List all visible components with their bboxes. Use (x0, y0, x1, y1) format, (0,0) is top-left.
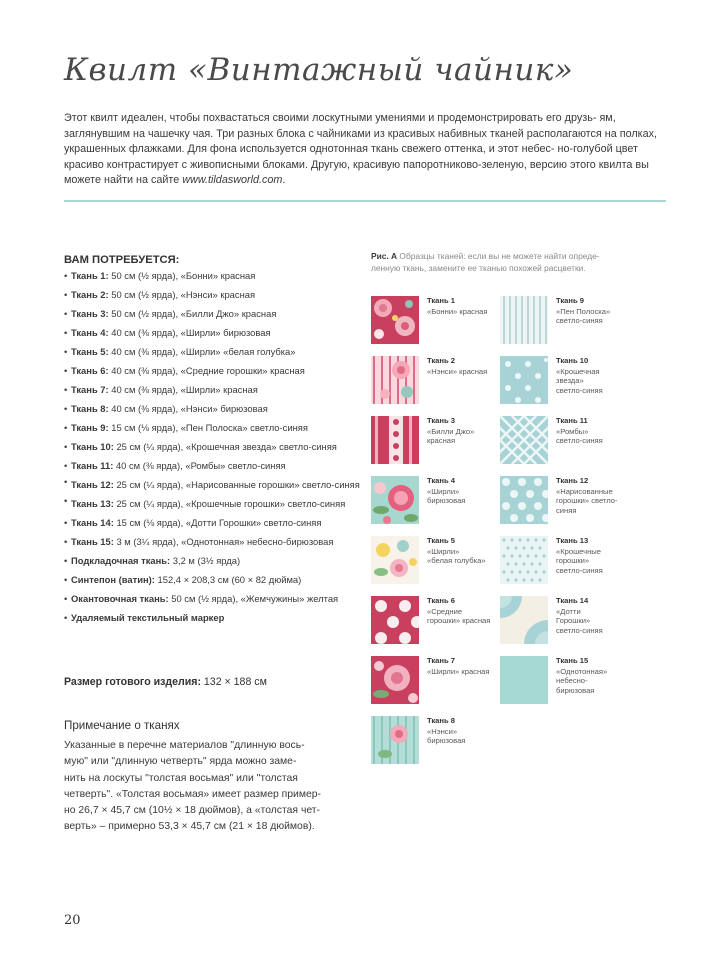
fabric-swatch-1 (371, 296, 419, 344)
fabric-swatch-7 (371, 656, 419, 704)
fabric-label-10: Ткань 10 «Крошечная звезда» светло-синяя (556, 356, 603, 395)
materials-list (64, 266, 364, 627)
fabric-swatch-6 (371, 596, 419, 644)
note-text: Указанные в перечне материалов "длинную вось- мую" или "длинную четверть" ярда можно заме- нить на лоскуты "толстая восьмая" или "толстая четверть". «Толстая восьмая» имеет размер пример- но 26,7 × 45,7 см (10½ × 18 дюймов), а «толстая чет- верть» – примерно 53,3 × 45,7 см (21 × 18 дюймов). (64, 740, 322, 833)
fabric-label-13: Ткань 13 «Крошечные горошки» светло-синяя (556, 536, 603, 575)
intro-end: . (282, 174, 286, 187)
material-item: • Ткань 5: 40 см (⅜ ярда), «Ширли» «белая голубка» (64, 342, 364, 361)
fabric-swatch-2 (371, 356, 419, 404)
page-title: Квилт «Винтажный чайник» (64, 52, 574, 88)
fabric-label-11: Ткань 11 «Ромбы» светло-синяя (556, 416, 603, 445)
fabric-swatch-5 (371, 536, 419, 584)
material-item: • Ткань 2: 50 см (½ ярда), «Нэнси» красная (64, 285, 364, 304)
material-item: • Ткань 8: 40 см (⅜ ярда), «Нэнси» бирюзовая (64, 399, 364, 418)
fabric-swatch-11 (500, 416, 548, 464)
fabric-label-8: Ткань 8 «Нэнси» бирюзовая (427, 716, 466, 745)
material-item: • Подкладочная ткань: 3,2 м (3½ ярда) (64, 551, 364, 570)
fabric-swatch-9 (500, 296, 548, 344)
fabric-label-1: Ткань 1 «Бонни» красная (427, 296, 488, 316)
note-title: Примечание о тканях (64, 719, 180, 732)
page-number: 20 (64, 913, 81, 928)
intro-line: ям, заглянувшим на чашечку чая. Три разных блока с чайниками из красивых набивных тканей располагаются (64, 112, 616, 140)
fabric-swatch-13 (500, 536, 548, 584)
fabric-label-4: Ткань 4 «Ширли» бирюзовая (427, 476, 466, 505)
material-item: • Ткань 4: 40 см (⅜ ярда), «Ширли» бирюзовая (64, 323, 364, 342)
intro-line: но-голубой цвет красиво контрастирует с живописными блоками. Другую, красивую папоротниково-зеленую, (64, 143, 638, 171)
material-item: • Ткань 15: 3 м (3¼ ярда), «Однотонная» небесно-бирюзовая (64, 532, 364, 551)
fabric-label-9: Ткань 9 «Пен Полоска» светло-синяя (556, 296, 611, 325)
fabric-swatch-10 (500, 356, 548, 404)
material-item: • Удаляемый текстильный маркер (64, 608, 364, 627)
fabric-label-5: Ткань 5 «Ширли» «белая голубка» (427, 536, 486, 565)
material-item: • Ткань 6: 40 см (⅜ ярда), «Средние горошки» красная (64, 361, 364, 380)
website-link: www.tildasworld.com (182, 174, 283, 187)
material-item: • Ткань 12: 25 см (¼ ярда), «Нарисованные горошки» светло-синяя (64, 475, 364, 494)
figure-caption: Рис. А Образцы тканей: если вы не можете найти опреде- ленную ткань, замените ее тканью похожей расцветки. (371, 251, 600, 273)
material-item: • Ткань 13: 25 см (¼ ярда), «Крошечные горошки» светло-синяя (64, 494, 364, 513)
fabric-swatch-4 (371, 476, 419, 524)
material-item: • Ткань 9: 15 см (⅛ ярда), «Пен Полоска» светло-синяя (64, 418, 364, 437)
finished-size: Размер готового изделия: 132 × 188 см (64, 676, 267, 688)
intro-line: на полках, украшенных флажками. Для фона используется однотонная ткань свежего оттенка, и этот небес- (64, 127, 658, 156)
material-item: • Ткань 14: 15 см (⅛ ярда), «Дотти Горошки» светло-синяя (64, 513, 364, 532)
fabric-swatch-14 (500, 596, 548, 644)
intro-line: версию этого квилта вы можете найти на сайте (64, 158, 649, 187)
fabric-label-14: Ткань 14 «Дотти Горошки» светло-синяя (556, 596, 603, 635)
fabric-label-6: Ткань 6 «Средние горошки» красная (427, 596, 491, 625)
material-item: • Ткань 11: 40 см (⅜ ярда), «Ромбы» светло-синяя (64, 456, 364, 475)
material-item: • Синтепон (ватин): 152,4 × 208,3 см (60 × 82 дюйма) (64, 570, 364, 589)
fabric-swatch-3 (371, 416, 419, 464)
fabric-label-12: Ткань 12 «Нарисованные горошки» светло- синяя (556, 476, 618, 515)
fabric-label-3: Ткань 3 «Билли Джо» красная (427, 416, 475, 445)
material-item: • Окантовочная ткань: 50 см (½ ярда), «Жемчужины» желтая (64, 589, 364, 608)
materials-heading: ВАМ ПОТРЕБУЕТСЯ: (64, 254, 180, 266)
fabric-label-2: Ткань 2 «Нэнси» красная (427, 356, 488, 376)
intro-paragraph (64, 111, 664, 189)
material-item: • Ткань 3: 50 см (½ ярда), «Билли Джо» красная (64, 304, 364, 323)
fabric-swatch-15 (500, 656, 548, 704)
divider (64, 200, 666, 202)
material-item: • Ткань 10: 25 см (¼ ярда), «Крошечная звезда» светло-синяя (64, 437, 364, 456)
fabric-label-15: Ткань 15 «Однотонная» небесно- бирюзовая (556, 656, 608, 695)
intro-line: Этот квилт идеален, чтобы похвастаться своими лоскутными умениями и продемонстрировать его друзь- (64, 112, 597, 124)
material-item: • Ткань 1: 50 см (½ ярда), «Бонни» красная (64, 266, 364, 285)
material-item: • Ткань 7: 40 см (⅜ ярда), «Ширли» красная (64, 380, 364, 399)
fabric-label-7: Ткань 7 «Ширли» красная (427, 656, 490, 676)
fabric-swatch-8 (371, 716, 419, 764)
fabric-swatch-12 (500, 476, 548, 524)
